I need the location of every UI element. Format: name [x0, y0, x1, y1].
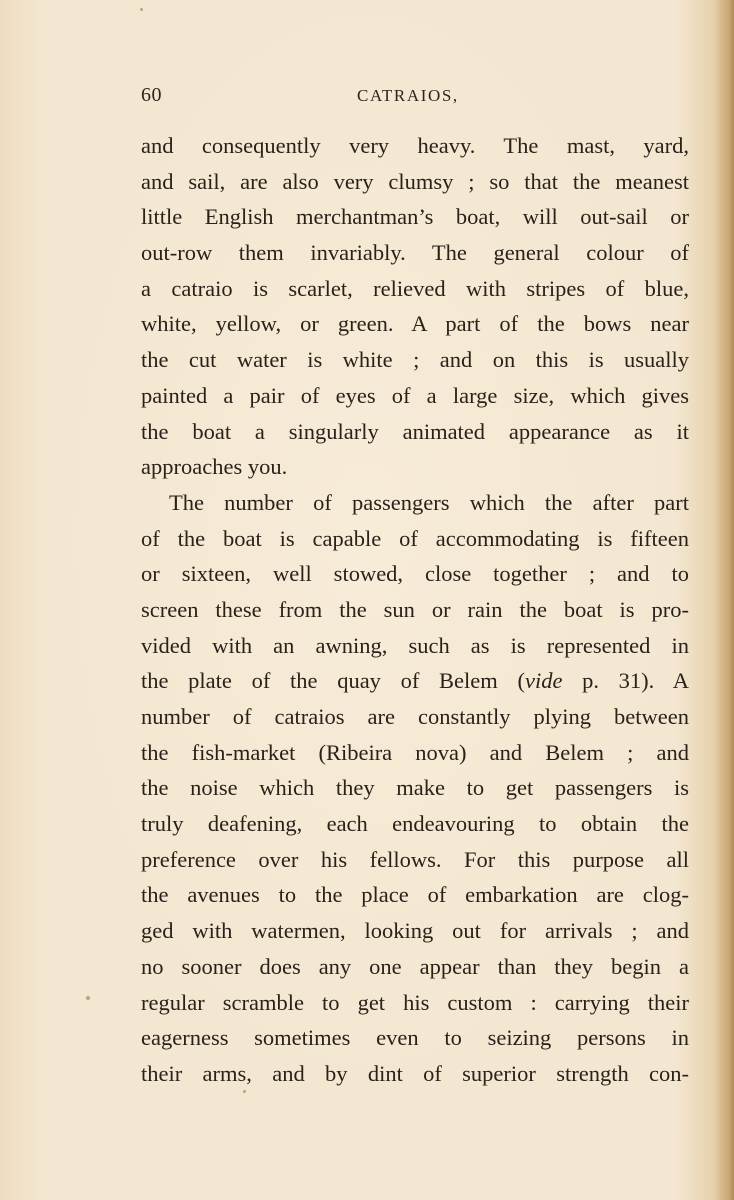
text-line: of the boat is capable of accommodating is fifteen	[141, 525, 689, 551]
text-line: vided with an awning, such as is represented in	[141, 632, 689, 658]
text-line: the cut water is white ; and on this is usually	[141, 347, 689, 373]
text-run: p. 31). A	[562, 668, 689, 694]
text-line-with-italic	[141, 663, 689, 699]
page-header	[141, 84, 689, 108]
text-line: preference over his fellows. For this purpose all	[141, 846, 689, 872]
body-text	[141, 128, 689, 1092]
text-line: regular scramble to get his custom : carrying their	[141, 989, 689, 1015]
text-line: the avenues to the place of embarkation are clog-	[141, 882, 689, 908]
text-line: screen these from the sun or rain the boat is pro-	[141, 596, 689, 622]
text-line: the noise which they make to get passengers is	[141, 775, 689, 801]
text-line: number of catraios are constantly plying between	[141, 704, 689, 729]
page-number: 60	[141, 84, 162, 106]
paper-speck	[140, 8, 143, 11]
text-line: little English merchantman’s boat, will out-sail or	[141, 204, 689, 230]
running-head: CATRAIOS,	[357, 86, 459, 105]
text-line: a catraio is scarlet, relieved with stripes of blue,	[141, 275, 689, 301]
text-line: truly deafening, each endeavouring to obtain the	[141, 811, 689, 837]
text-line: and consequently very heavy. The mast, yard,	[141, 133, 689, 158]
text-line: white, yellow, or green. A part of the bows near	[141, 311, 689, 337]
text-line: the fish-market (Ribeira nova) and Belem ; and	[141, 739, 689, 765]
text-line: ged with watermen, looking out for arrivals ; and	[141, 918, 689, 944]
paper-speck	[86, 996, 90, 1000]
text-line: and sail, are also very clumsy ; so that the meanest	[141, 168, 689, 194]
text-line: no sooner does any one appear than they begin a	[141, 953, 689, 979]
text-line: their arms, and by dint of superior strength con-	[141, 1060, 689, 1086]
page-edge-shadow	[716, 0, 734, 1200]
text-run: the plate of the quay of Belem (	[141, 668, 525, 694]
text-line: the boat a singularly animated appearance as it	[141, 418, 689, 444]
text-line: The number of passengers which the after part	[169, 489, 689, 515]
text-line: or sixteen, well stowed, close together ; and to	[141, 561, 689, 587]
text-line: painted a pair of eyes of a large size, which gives	[141, 382, 689, 408]
text-line: out-row them invariably. The general colour of	[141, 240, 689, 266]
text-line: approaches you.	[141, 454, 288, 480]
text-line: eagerness sometimes even to seizing persons in	[141, 1025, 689, 1051]
italic-text-run: vide	[524, 668, 563, 694]
